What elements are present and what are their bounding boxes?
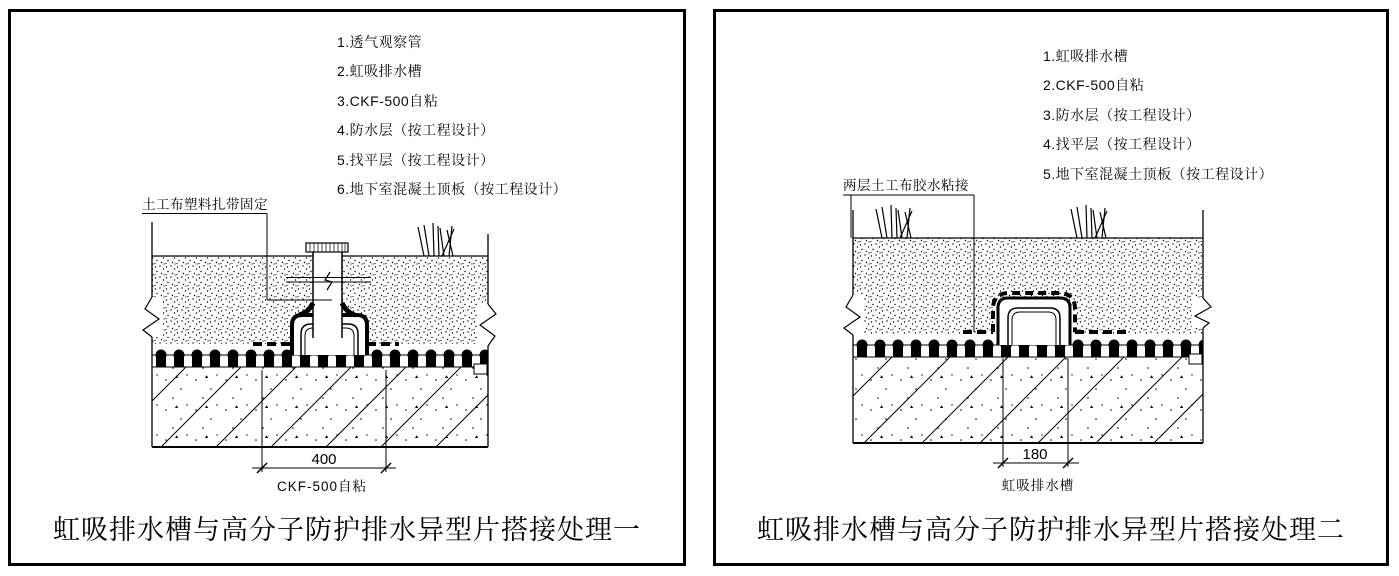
dimension-caption: 虹吸排水槽 — [1001, 478, 1075, 493]
edge-notch — [1189, 354, 1202, 364]
vent-pipe — [313, 252, 342, 338]
legend-item: 4.防水层（按工程设计） — [337, 122, 495, 139]
legend-item: 1.虹吸排水槽 — [1043, 48, 1129, 64]
drainage-channel — [993, 293, 1075, 345]
legend-item: 2.虹吸排水槽 — [337, 63, 423, 80]
dimension-value: 400 — [311, 451, 337, 468]
concrete-slab — [106, 364, 516, 447]
legend-item: 3.CKF-500自粘 — [337, 92, 439, 109]
legend-item: 2.CKF-500自粘 — [1043, 77, 1145, 94]
legend-item: 5.找平层（按工程设计） — [337, 151, 495, 168]
concrete-slab — [806, 354, 1240, 443]
dimension-caption: CKF-500自粘 — [276, 479, 368, 494]
section-drawing — [11, 12, 683, 563]
grass-symbol — [418, 223, 454, 256]
edge-notch — [474, 364, 487, 374]
grass-symbol — [1071, 205, 1107, 238]
drawing-title: 虹吸排水槽与高分子防护排水异型片搭接处理二 — [757, 515, 1345, 545]
legend-item: 6.地下室混凝土顶板（按工程设计） — [337, 181, 568, 198]
drawing-title: 虹吸排水槽与高分子防护排水异型片搭接处理一 — [53, 515, 641, 545]
callout-label: 两层土工布胶水粘接 — [843, 178, 969, 193]
detail-panel-2 — [713, 9, 1389, 566]
callout-label: 土工布塑料扎带固定 — [142, 197, 268, 212]
section-drawing — [716, 12, 1386, 563]
legend-item: 5.地下室混凝土顶板（按工程设计） — [1043, 165, 1274, 182]
dimension-value: 180 — [1022, 446, 1048, 463]
legend-item: 3.防水层（按工程设计） — [1043, 106, 1201, 123]
legend-item: 4.找平层（按工程设计） — [1043, 136, 1201, 153]
legend-item: 1.透气观察管 — [337, 34, 423, 50]
detail-panel-1 — [8, 9, 686, 566]
grass-symbol — [876, 205, 912, 238]
pipe-cap — [306, 243, 348, 252]
